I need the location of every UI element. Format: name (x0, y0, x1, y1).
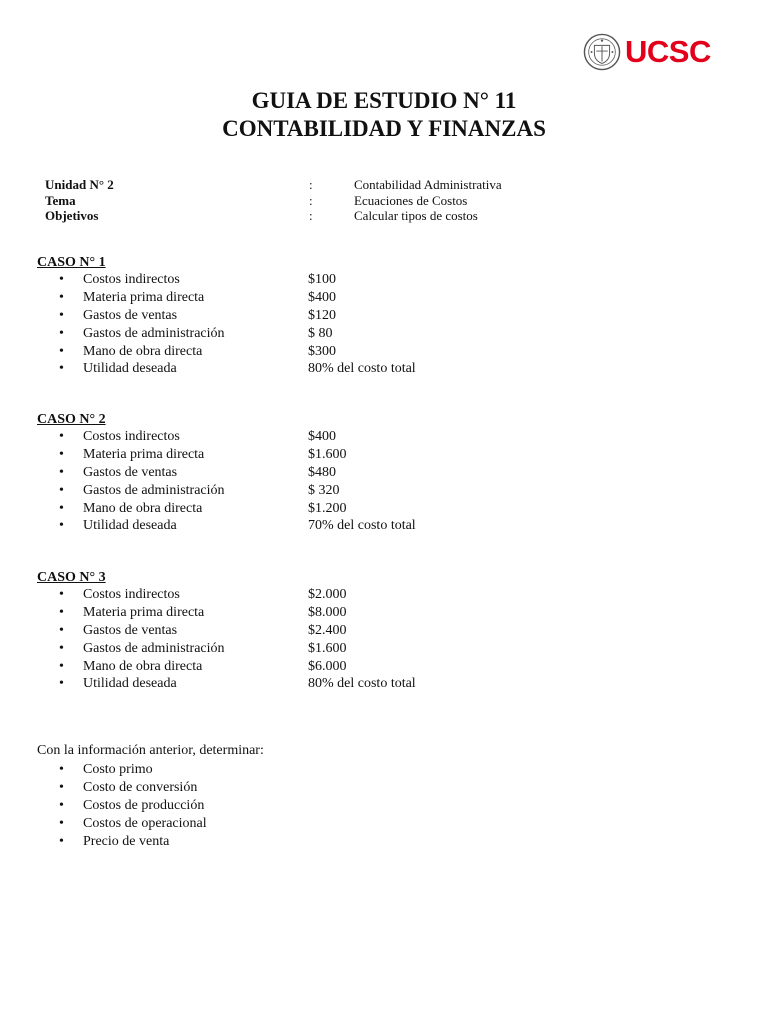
bullet: • (59, 446, 64, 462)
list-item (37, 464, 336, 482)
caso-title: CASO N° 2 (37, 412, 106, 427)
bullet: • (59, 500, 64, 516)
item-value: $ 320 (308, 482, 340, 498)
list-item (37, 761, 264, 779)
list-item (37, 658, 347, 676)
meta-value: Calcular tipos de costos (354, 208, 478, 223)
bullet: • (59, 833, 64, 849)
list-item (37, 271, 336, 289)
item-label: Gastos de administración (83, 640, 225, 656)
item-label: Costo primo (83, 762, 153, 777)
caso-3-section (37, 569, 416, 693)
item-label: Gastos de ventas (83, 622, 178, 638)
document-subtitle: CONTABILIDAD Y FINANZAS (222, 116, 546, 141)
item-value: $480 (308, 464, 336, 480)
bullet: • (59, 429, 64, 444)
bullet: • (59, 482, 64, 498)
item-value: $120 (308, 307, 336, 323)
list-item (37, 325, 333, 343)
bullet: • (59, 518, 64, 534)
bullet: • (59, 289, 64, 305)
list-item (37, 586, 347, 604)
list-item (37, 428, 336, 446)
conclusion-intro: Con la información anterior, determinar: (37, 743, 264, 758)
conclusion-section (37, 742, 264, 850)
list-item (37, 360, 416, 378)
item-label: Costos de producción (83, 797, 205, 813)
meta-label: Unidad N° 2 (45, 177, 114, 192)
item-value: $2.400 (308, 622, 347, 638)
list-item (37, 343, 336, 361)
list-item (37, 307, 336, 325)
bullet: • (59, 658, 64, 674)
list-item (37, 675, 416, 693)
item-label: Materia prima directa (83, 289, 205, 305)
document-title: GUIA DE ESTUDIO N° 11 (251, 88, 517, 113)
item-value: $6.000 (308, 658, 347, 674)
bullet: • (59, 622, 64, 638)
list-item (37, 500, 347, 518)
list-item (37, 640, 347, 658)
item-value: 70% del costo total (308, 518, 416, 534)
ucsc-logo (583, 32, 711, 72)
bullet: • (59, 587, 64, 602)
item-label: Gastos de administración (83, 325, 225, 341)
list-item (37, 797, 264, 815)
item-label: Costos indirectos (83, 429, 180, 444)
item-label: Utilidad deseada (83, 361, 177, 377)
bullet: • (59, 361, 64, 377)
bullet: • (59, 779, 64, 795)
bullet: • (59, 604, 64, 620)
bullet: • (59, 815, 64, 831)
caso-title: CASO N° 1 (37, 255, 106, 270)
bullet: • (59, 272, 64, 287)
meta-value: Ecuaciones de Costos (354, 192, 468, 208)
item-label: Materia prima directa (83, 604, 205, 620)
meta-colon: : (309, 177, 313, 192)
bullet: • (59, 325, 64, 341)
item-label: Gastos de administración (83, 482, 225, 498)
item-label: Costos indirectos (83, 272, 180, 287)
item-label: Costo de conversión (83, 779, 198, 795)
bullet: • (59, 343, 64, 359)
item-label: Mano de obra directa (83, 500, 203, 516)
list-item (37, 815, 264, 833)
item-value: $400 (308, 289, 336, 305)
caso-2-section (37, 411, 416, 535)
item-value: 80% del costo total (308, 676, 416, 692)
list-item (37, 482, 340, 500)
item-label: Materia prima directa (83, 446, 205, 462)
item-value: $1.600 (308, 446, 347, 462)
bullet: • (59, 640, 64, 656)
ucsc-logo-text: UCSC (625, 34, 711, 69)
caso-1-section (37, 254, 416, 378)
bullet: • (59, 464, 64, 480)
item-label: Utilidad deseada (83, 518, 177, 534)
item-label: Gastos de ventas (83, 464, 178, 480)
list-item (37, 517, 416, 535)
bullet: • (59, 797, 64, 813)
item-value: $100 (308, 272, 336, 287)
list-item (37, 833, 264, 851)
item-label: Costos indirectos (83, 587, 180, 602)
meta-value: Contabilidad Administrativa (354, 177, 502, 192)
item-label: Costos de operacional (83, 815, 207, 831)
item-label: Gastos de ventas (83, 307, 178, 323)
item-value: $ 80 (308, 325, 333, 341)
item-label: Precio de venta (83, 833, 170, 849)
item-label: Mano de obra directa (83, 658, 203, 674)
bullet: • (59, 676, 64, 692)
item-label: Utilidad deseada (83, 676, 177, 692)
item-value: 80% del costo total (308, 361, 416, 377)
item-value: $300 (308, 343, 336, 359)
meta-colon: : (309, 208, 313, 223)
meta-label: Tema (45, 192, 76, 208)
university-seal-icon (583, 33, 621, 71)
meta-colon: : (309, 192, 313, 208)
item-value: $2.000 (308, 587, 347, 602)
meta-label: Objetivos (45, 208, 99, 223)
item-value: $400 (308, 429, 336, 444)
caso-title: CASO N° 3 (37, 570, 106, 585)
bullet: • (59, 307, 64, 323)
item-value: $1.200 (308, 500, 347, 516)
bullet: • (59, 762, 64, 777)
list-item (37, 779, 264, 797)
list-item (37, 446, 347, 464)
list-item (37, 622, 347, 640)
item-value: $8.000 (308, 604, 347, 620)
item-value: $1.600 (308, 640, 347, 656)
list-item (37, 289, 336, 307)
list-item (37, 604, 347, 622)
item-label: Mano de obra directa (83, 343, 203, 359)
